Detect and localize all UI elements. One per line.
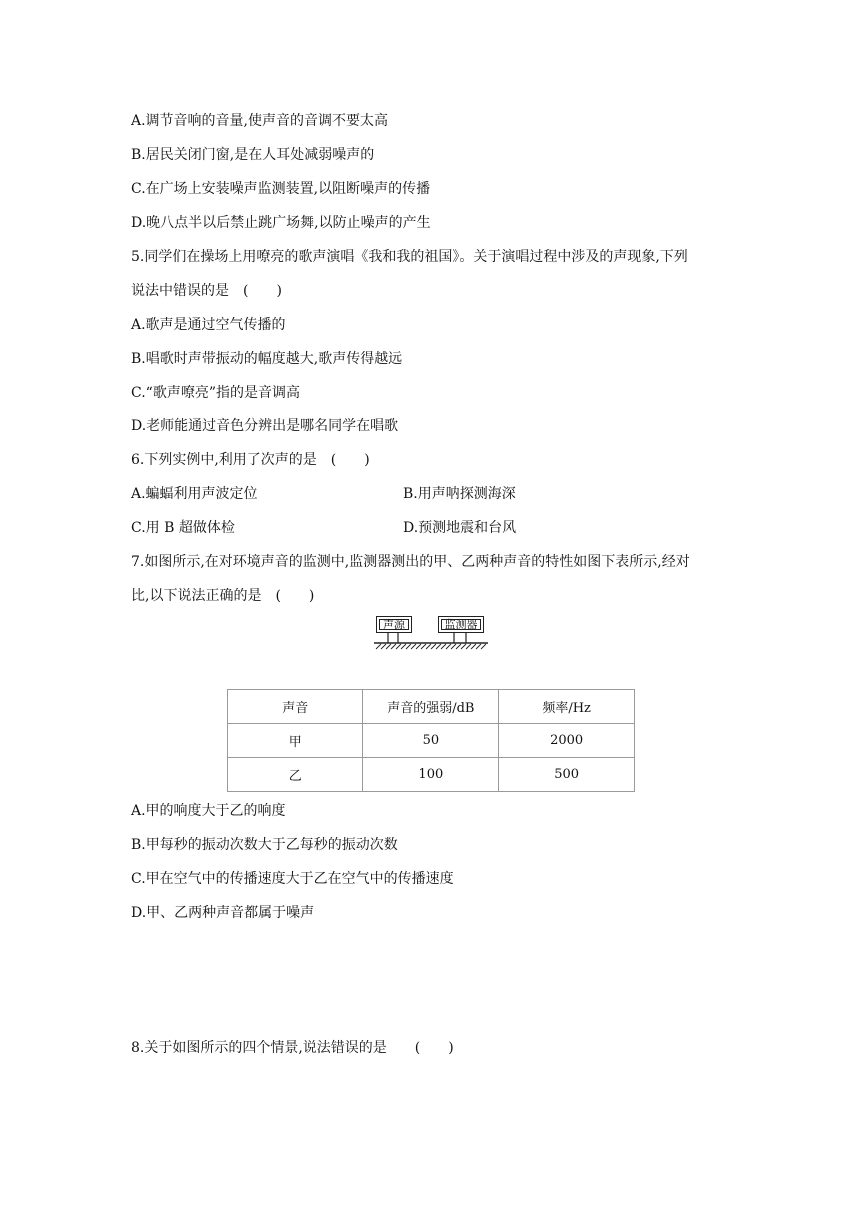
table-cell: 100 <box>363 758 499 792</box>
q7-figure <box>374 616 488 650</box>
q5-option-d: D.老师能通过音色分辨出是哪名同学在唱歌 <box>131 418 399 434</box>
q8-stem: 8.关于如图所示的四个情景,说法错误的是 ( ) <box>131 1040 454 1056</box>
ground-and-stands <box>374 616 488 650</box>
table-header-row <box>228 690 635 724</box>
q4-option-b: B.居民关闭门窗,是在人耳处减弱噪声的 <box>131 147 375 163</box>
sound-source-label: 声源 <box>383 618 405 631</box>
q4-option-d: D.晚八点半以后禁止跳广场舞,以防止噪声的产生 <box>131 215 431 231</box>
table-cell: 50 <box>363 724 499 758</box>
monitor-label: 监测器 <box>444 618 478 631</box>
q7-option-a: A.甲的响度大于乙的响度 <box>131 803 286 819</box>
table-cell: 乙 <box>228 758 363 792</box>
q4-option-c: C.在广场上安装噪声监测装置,以阻断噪声的传播 <box>131 181 431 197</box>
table-row <box>228 758 635 792</box>
table-cell: 甲 <box>228 724 363 758</box>
table-cell: 2000 <box>499 724 635 758</box>
q6-stem: 6.下列实例中,利用了次声的是 ( ) <box>131 452 370 468</box>
q7-option-b: B.甲每秒的振动次数大于乙每秒的振动次数 <box>131 837 398 853</box>
q5-option-b: B.唱歌时声带振动的幅度越大,歌声传得越远 <box>131 351 403 367</box>
q7-option-d: D.甲、乙两种声音都属于噪声 <box>131 905 315 921</box>
table-cell: 500 <box>499 758 635 792</box>
table-header-cell: 声音 <box>228 690 363 724</box>
q7-option-c: C.甲在空气中的传播速度大于乙在空气中的传播速度 <box>131 871 454 887</box>
q6-option-c: C.用 B 超做体检 <box>131 520 235 536</box>
q7-stem-line2: 比,以下说法正确的是 ( ) <box>131 588 315 604</box>
q6-option-d: D.预测地震和台风 <box>403 520 517 536</box>
q5-option-a: A.歌声是通过空气传播的 <box>131 317 286 333</box>
table-header-cell: 声音的强弱/dB <box>363 690 499 724</box>
table-header-cell: 频率/Hz <box>499 690 635 724</box>
q7-data-table <box>227 689 635 792</box>
q6-option-b: B.用声呐探测海深 <box>403 486 516 502</box>
q4-option-a: A.调节音响的音量,使声音的音调不要太高 <box>131 113 389 129</box>
q6-option-a: A.蝙蝠利用声波定位 <box>131 486 258 502</box>
q5-stem-line2: 说法中错误的是 ( ) <box>131 283 282 299</box>
q7-stem-line1: 7.如图所示,在对环境声音的监测中,监测器测出的甲、乙两种声音的特性如图下表所示,经对 <box>131 554 690 570</box>
q5-stem-line1: 5.同学们在操场上用嘹亮的歌声演唱《我和我的祖国》。关于演唱过程中涉及的声现象,下列 <box>131 249 688 265</box>
table-row <box>228 724 635 758</box>
q5-option-c: C.“歌声嘹亮”指的是音调高 <box>131 385 300 401</box>
